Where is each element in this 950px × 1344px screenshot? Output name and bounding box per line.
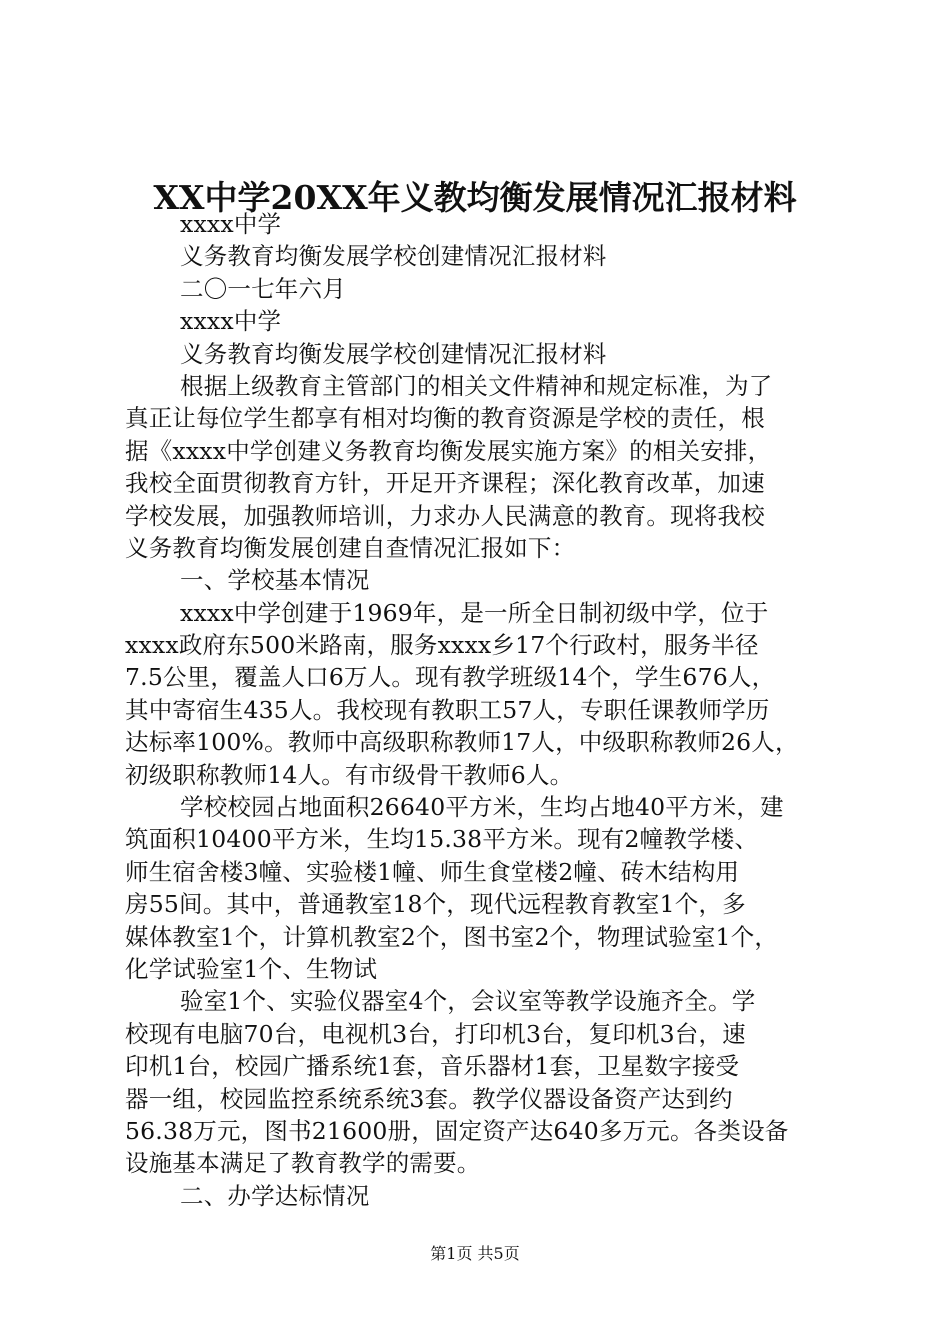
text-line: 一、学校基本情况 — [180, 566, 370, 595]
text-line: xxxx政府东500米路南，服务xxxx乡17个行政村，服务半径 — [125, 631, 759, 660]
text-line: 其中寄宿生435人。我校现有教职工57人，专职任课教师学历 — [125, 695, 770, 724]
text-line: 校现有电脑70台，电视机3台，打印机3台，复印机3台，速 — [125, 1019, 746, 1048]
text-line: xxxx中学 — [180, 210, 282, 238]
text-line: 初级职称教师14人。有市级骨干教师6人。 — [125, 760, 574, 789]
text-line: 7.5公里，覆盖人口6万人。现有教学班级14个，学生676人， — [125, 663, 776, 692]
text-line: 筑面积10400平方米，生均15.38平方米。现有2幢教学楼、 — [125, 825, 759, 854]
text-line: 真正让每位学生都享有相对均衡的教育资源是学校的责任，根 — [125, 404, 765, 433]
text-line: 师生宿舍楼3幢、实验楼1幢、师生食堂楼2幢、砖木结构用 — [125, 857, 740, 886]
text-line: 学校校园占地面积26640平方米，生均占地40平方米，建 — [180, 793, 784, 822]
text-line: 设施基本满足了教育教学的需要。 — [125, 1149, 481, 1178]
text-line: 据《xxxx中学创建义务教育均衡发展实施方案》的相关安排， — [125, 436, 772, 465]
text-line: 媒体教室1个，计算机教室2个，图书室2个，物理试验室1个， — [125, 922, 779, 951]
document-body — [125, 208, 830, 1212]
page-footer: 第1页 共5页 — [430, 1244, 520, 1263]
text-line: 印机1台，校园广播系统1套，音乐器材1套，卫星数字接受 — [125, 1052, 740, 1081]
text-line: 根据上级教育主管部门的相关文件精神和规定标准，为了 — [180, 371, 773, 400]
text-line: 二〇一七年六月 — [180, 274, 346, 303]
document-title: XX中学20XX年义教均衡发展情况汇报材料 — [153, 178, 797, 217]
text-line: 房55间。其中，普通教室18个，现代远程教育教室1个，多 — [125, 890, 746, 919]
text-line: xxxx中学创建于1969年，是一所全日制初级中学，位于 — [180, 598, 769, 627]
text-line: 二、办学达标情况 — [180, 1181, 370, 1210]
text-line: 56.38万元，图书21600册，固定资产达640多万元。各类设备 — [125, 1116, 789, 1145]
text-line: 器一组，校园监控系统系统3套。教学仪器设备资产达到约 — [125, 1084, 733, 1113]
text-line: xxxx中学 — [180, 307, 282, 336]
text-line: 义务教育均衡发展创建自查情况汇报如下： — [125, 533, 576, 562]
text-line: 学校发展，加强教师培训，力求办人民满意的教育。现将我校 — [125, 501, 765, 530]
text-line: 义务教育均衡发展学校创建情况汇报材料 — [180, 339, 607, 368]
text-line: 化学试验室1个、生物试 — [125, 954, 378, 983]
text-line: 我校全面贯彻教育方针，开足开齐课程；深化教育改革，加速 — [125, 469, 765, 498]
text-line: 达标率100%。教师中高级职称教师17人，中级职称教师26人， — [125, 728, 799, 757]
text-line: 验室1个、实验仪器室4个，会议室等教学设施齐全。学 — [180, 987, 756, 1016]
text-line: 义务教育均衡发展学校创建情况汇报材料 — [180, 242, 607, 271]
